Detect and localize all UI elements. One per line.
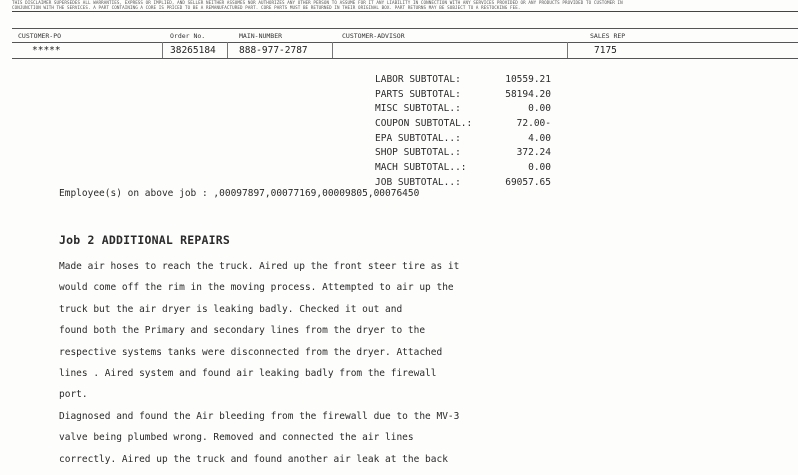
disclaimer-fine-print [12, 0, 782, 10]
employee-list: Employee(s) on above job : ,00097897,00077169,00009805,00076450 [59, 188, 420, 199]
sales-rep-value: 7175 [594, 45, 617, 56]
top-divider [12, 11, 798, 12]
subtotal-label: COUPON SUBTOTAL.: [375, 118, 473, 130]
description-line: found both the Primary and secondary lines from the dryer to the [59, 325, 426, 337]
col-customer-advisor: CUSTOMER-ADVISOR [342, 32, 405, 40]
header-top-rule [12, 28, 798, 29]
subtotal-value: 72.00- [516, 118, 551, 130]
description-line: Made air hoses to reach the truck. Aired up the front steer tire as it [59, 261, 460, 272]
column-separator [567, 42, 568, 58]
subtotal-value: 10559.21 [505, 74, 551, 85]
subtotal-label: MISC SUBTOTAL.: [375, 103, 461, 115]
header-bottom-rule [12, 58, 798, 59]
col-order-no: Order No. [170, 32, 206, 40]
subtotal-value: 372.24 [516, 147, 551, 159]
disclaimer-line: CONJUNCTION WITH THE SERVICES. A PART CONTAINING A CORE IS PRICED TO BE A REMANUFACTURED PART. CORE PARTS MUST BE RETURNED IN THEIR ORIGINAL BOX. PART RETURNS MAY BE SUBJECT TO A RESTOCKING FEE. [12, 5, 521, 10]
description-line: correctly. Aired up the truck and found another air leak at the back [59, 453, 448, 465]
col-sales-rep: SALES REP [590, 32, 626, 40]
description-line: respective systems tanks were disconnected from the dryer. Attached [59, 346, 443, 358]
column-separator [332, 42, 333, 58]
subtotal-label: MACH SUBTOTAL..: [375, 162, 467, 174]
col-main-number: MAIN-NUMBER [239, 32, 283, 40]
subtotal-label: SHOP SUBTOTAL.: [375, 147, 461, 159]
customer-po-value: ***** [32, 45, 61, 56]
subtotal-label: JOB SUBTOTAL..: [375, 176, 461, 188]
main-number-value: 888-977-2787 [239, 45, 308, 56]
order-no-value: 38265184 [170, 45, 216, 56]
header-mid-rule [12, 42, 798, 43]
column-separator [162, 42, 163, 58]
subtotal-value: 0.00 [528, 162, 551, 174]
subtotal-value: 69057.65 [505, 176, 551, 188]
subtotal-value: 0.00 [528, 103, 551, 115]
subtotal-label: EPA SUBTOTAL..: [375, 132, 461, 144]
description-line: lines . Aired system and found air leaking badly from the firewall [59, 367, 437, 379]
subtotal-value: 58194.20 [505, 88, 551, 100]
description-line: truck but the air dryer is leaking badly. Checked it out and [59, 303, 403, 315]
description-line: would come off the rim in the moving process. Attempted to air up the [59, 282, 454, 294]
subtotal-label: LABOR SUBTOTAL: [375, 74, 461, 85]
subtotal-value: 4.00 [528, 132, 551, 144]
description-line: port. [59, 389, 88, 401]
job-title: Job 2 ADDITIONAL REPAIRS [59, 233, 230, 247]
column-separator [227, 42, 228, 58]
subtotal-label: PARTS SUBTOTAL: [375, 88, 461, 100]
col-customer-po: CUSTOMER-PO [18, 32, 62, 40]
job-description [59, 261, 459, 475]
description-line: Diagnosed and found the Air bleeding from the firewall due to the MV-3 [59, 410, 460, 422]
disclaimer-line: THIS DISCLAIMER SUPERSEDES ALL WARRANTIES, EXPRESS OR IMPLIED, AND SELLER NEITHER ASSUMES NOR AUTHORIZES ANY OTHER PERSON TO ASSUME FOR IT ANY LIABILITY IN CONNECTION WITH ANY SERVICES PROVIDED OR ANY PRODUCTS PROVIDED TO CUSTOMER IN [12, 0, 623, 5]
description-line: valve being plumbed wrong. Removed and connected the air lines [59, 432, 414, 444]
